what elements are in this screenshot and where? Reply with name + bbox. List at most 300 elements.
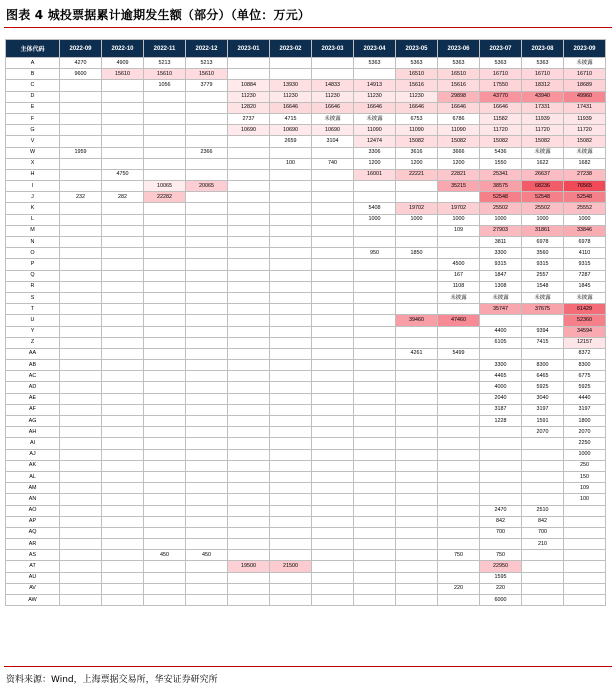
amount-cell: 10884 — [228, 80, 270, 91]
amount-cell — [564, 583, 606, 594]
amount-cell: 4715 — [270, 113, 312, 124]
amount-cell — [144, 91, 186, 102]
amount-cell — [228, 192, 270, 203]
amount-cell: 2070 — [564, 427, 606, 438]
table-row — [6, 192, 606, 203]
table-row — [6, 237, 606, 248]
amount-cell — [480, 539, 522, 550]
amount-cell — [312, 595, 354, 606]
amount-cell: 4465 — [480, 371, 522, 382]
amount-cell — [270, 181, 312, 192]
amount-cell — [312, 393, 354, 404]
amount-cell: 1847 — [480, 270, 522, 281]
amount-cell: 68236 — [522, 181, 564, 192]
amount-cell — [312, 259, 354, 270]
amount-cell — [60, 561, 102, 572]
amount-cell: 1056 — [144, 80, 186, 91]
amount-cell: 220 — [480, 583, 522, 594]
entity-code-cell: M — [6, 225, 60, 236]
table-row — [6, 80, 606, 91]
amount-cell — [228, 270, 270, 281]
amount-cell — [354, 259, 396, 270]
amount-cell: 3666 — [438, 147, 480, 158]
amount-cell — [144, 583, 186, 594]
entity-code-cell: AP — [6, 516, 60, 527]
amount-cell — [228, 404, 270, 415]
table-row — [6, 113, 606, 124]
amount-cell — [186, 169, 228, 180]
amount-cell — [60, 181, 102, 192]
amount-cell: 9315 — [480, 259, 522, 270]
amount-cell — [270, 292, 312, 303]
table-row — [6, 58, 606, 69]
amount-cell: 17550 — [480, 80, 522, 91]
amount-cell: 22821 — [438, 169, 480, 180]
amount-cell — [480, 494, 522, 505]
amount-cell — [438, 237, 480, 248]
amount-cell — [312, 438, 354, 449]
amount-cell: 14833 — [312, 80, 354, 91]
amount-cell — [270, 281, 312, 292]
amount-cell — [102, 550, 144, 561]
amount-cell: 52548 — [480, 192, 522, 203]
amount-cell — [228, 214, 270, 225]
amount-cell — [144, 527, 186, 538]
amount-cell — [354, 315, 396, 326]
amount-cell — [270, 550, 312, 561]
amount-cell — [144, 449, 186, 460]
amount-cell — [522, 471, 564, 482]
amount-cell — [354, 427, 396, 438]
column-header-month: 2023-09 — [564, 40, 606, 58]
amount-cell — [60, 539, 102, 550]
amount-cell — [354, 337, 396, 348]
entity-code-cell: H — [6, 169, 60, 180]
amount-cell — [144, 281, 186, 292]
amount-cell: 19500 — [228, 561, 270, 572]
amount-cell: 3187 — [480, 404, 522, 415]
amount-cell: 11090 — [438, 125, 480, 136]
amount-cell — [270, 304, 312, 315]
column-header-month: 2023-08 — [522, 40, 564, 58]
amount-cell — [354, 382, 396, 393]
amount-cell: 8300 — [522, 360, 564, 371]
amount-cell — [312, 192, 354, 203]
amount-cell — [60, 237, 102, 248]
amount-cell — [186, 505, 228, 516]
amount-cell: 15616 — [438, 80, 480, 91]
amount-cell — [60, 438, 102, 449]
amount-cell — [354, 326, 396, 337]
amount-cell — [60, 460, 102, 471]
amount-cell — [522, 438, 564, 449]
amount-cell — [438, 304, 480, 315]
entity-code-cell: AB — [6, 360, 60, 371]
amount-cell: 1228 — [480, 416, 522, 427]
amount-cell: 6978 — [522, 237, 564, 248]
amount-cell — [144, 125, 186, 136]
amount-cell — [228, 416, 270, 427]
amount-cell — [312, 583, 354, 594]
amount-cell — [438, 404, 480, 415]
amount-cell — [60, 281, 102, 292]
amount-cell — [396, 550, 438, 561]
amount-cell: 100 — [564, 494, 606, 505]
amount-cell — [270, 572, 312, 583]
table-body — [6, 58, 606, 606]
table-row — [6, 203, 606, 214]
amount-cell — [186, 113, 228, 124]
table-row — [6, 527, 606, 538]
amount-cell — [270, 203, 312, 214]
amount-cell — [354, 371, 396, 382]
amount-cell: 11090 — [354, 125, 396, 136]
entity-code-cell: I — [6, 181, 60, 192]
amount-cell: 2250 — [564, 438, 606, 449]
amount-cell — [270, 214, 312, 225]
amount-cell — [396, 505, 438, 516]
entity-code-cell: A — [6, 58, 60, 69]
amount-cell — [270, 147, 312, 158]
amount-cell — [144, 516, 186, 527]
entity-code-cell: AI — [6, 438, 60, 449]
amount-cell — [228, 371, 270, 382]
amount-cell — [60, 203, 102, 214]
amount-cell — [186, 438, 228, 449]
amount-cell — [102, 304, 144, 315]
amount-cell: 2470 — [480, 505, 522, 516]
amount-cell — [228, 360, 270, 371]
amount-cell: 4110 — [564, 248, 606, 259]
amount-cell — [438, 471, 480, 482]
table-row — [6, 404, 606, 415]
amount-cell — [312, 326, 354, 337]
amount-cell — [60, 225, 102, 236]
amount-cell — [312, 539, 354, 550]
amount-cell — [438, 527, 480, 538]
amount-cell: 11720 — [522, 125, 564, 136]
amount-cell — [228, 393, 270, 404]
amount-cell: 37675 — [522, 304, 564, 315]
amount-cell — [312, 550, 354, 561]
amount-cell — [396, 516, 438, 527]
amount-cell — [270, 270, 312, 281]
amount-cell — [60, 550, 102, 561]
entity-code-cell: W — [6, 147, 60, 158]
amount-cell — [144, 136, 186, 147]
amount-cell: 27903 — [480, 225, 522, 236]
amount-cell — [102, 281, 144, 292]
amount-cell — [438, 595, 480, 606]
amount-cell — [228, 572, 270, 583]
column-header-month: 2023-05 — [396, 40, 438, 58]
amount-cell — [354, 270, 396, 281]
amount-cell: 11230 — [228, 91, 270, 102]
amount-cell — [102, 371, 144, 382]
amount-cell — [270, 371, 312, 382]
amount-cell: 1595 — [480, 572, 522, 583]
amount-cell — [270, 248, 312, 259]
amount-cell — [102, 203, 144, 214]
amount-cell — [60, 371, 102, 382]
amount-cell — [438, 393, 480, 404]
amount-cell — [312, 348, 354, 359]
amount-cell — [270, 527, 312, 538]
amount-cell — [396, 225, 438, 236]
amount-cell: 2070 — [522, 427, 564, 438]
amount-cell: 21500 — [270, 561, 312, 572]
amount-cell — [186, 158, 228, 169]
amount-cell — [312, 292, 354, 303]
amount-cell: 未披露 — [354, 113, 396, 124]
amount-cell — [186, 371, 228, 382]
amount-cell: 52360 — [564, 315, 606, 326]
table-row — [6, 550, 606, 561]
amount-cell — [186, 360, 228, 371]
amount-cell: 11720 — [564, 125, 606, 136]
amount-cell — [396, 304, 438, 315]
amount-cell — [270, 259, 312, 270]
amount-cell: 8300 — [564, 360, 606, 371]
amount-cell: 4500 — [438, 259, 480, 270]
amount-cell: 17331 — [522, 102, 564, 113]
amount-cell: 15610 — [144, 69, 186, 80]
amount-cell — [186, 516, 228, 527]
amount-cell: 11230 — [396, 91, 438, 102]
entity-code-cell: L — [6, 214, 60, 225]
entity-code-cell: AC — [6, 371, 60, 382]
amount-cell: 6753 — [396, 113, 438, 124]
amount-cell: 4440 — [564, 393, 606, 404]
amount-cell: 3197 — [564, 404, 606, 415]
amount-cell: 11939 — [564, 113, 606, 124]
amount-cell — [60, 304, 102, 315]
amount-cell — [144, 561, 186, 572]
amount-cell — [522, 595, 564, 606]
entity-code-cell: AH — [6, 427, 60, 438]
amount-cell: 19702 — [396, 203, 438, 214]
amount-cell — [186, 326, 228, 337]
amount-cell — [102, 404, 144, 415]
entity-code-cell: C — [6, 80, 60, 91]
amount-cell — [396, 192, 438, 203]
entity-code-cell: AO — [6, 505, 60, 516]
amount-cell — [186, 203, 228, 214]
table-row — [6, 337, 606, 348]
amount-cell: 109 — [564, 483, 606, 494]
amount-cell — [186, 91, 228, 102]
title-rule — [4, 27, 612, 28]
amount-cell — [564, 516, 606, 527]
amount-cell — [144, 393, 186, 404]
entity-code-cell: R — [6, 281, 60, 292]
amount-cell — [60, 527, 102, 538]
amount-cell — [102, 315, 144, 326]
entity-code-cell: AD — [6, 382, 60, 393]
amount-cell — [564, 561, 606, 572]
entity-code-cell: V — [6, 136, 60, 147]
amount-cell: 22282 — [144, 192, 186, 203]
amount-cell — [270, 225, 312, 236]
amount-cell — [186, 315, 228, 326]
amount-cell — [396, 483, 438, 494]
amount-cell — [102, 326, 144, 337]
amount-cell: 3811 — [480, 237, 522, 248]
amount-cell — [186, 494, 228, 505]
amount-cell — [186, 281, 228, 292]
amount-cell: 16646 — [396, 102, 438, 113]
amount-cell: 未披露 — [564, 147, 606, 158]
table-row — [6, 460, 606, 471]
amount-cell — [102, 416, 144, 427]
amount-cell: 8372 — [564, 348, 606, 359]
table-row — [6, 382, 606, 393]
amount-cell — [354, 505, 396, 516]
amount-cell — [270, 494, 312, 505]
amount-cell: 16510 — [438, 69, 480, 80]
amount-cell: 450 — [144, 550, 186, 561]
amount-cell — [228, 158, 270, 169]
amount-cell — [396, 561, 438, 572]
amount-cell — [522, 483, 564, 494]
amount-cell — [270, 326, 312, 337]
amount-cell: 52548 — [522, 192, 564, 203]
amount-cell — [522, 315, 564, 326]
source-rule — [4, 666, 612, 667]
entity-code-cell: D — [6, 91, 60, 102]
amount-cell — [228, 225, 270, 236]
amount-cell: 12157 — [564, 337, 606, 348]
amount-cell — [312, 304, 354, 315]
amount-cell — [354, 237, 396, 248]
amount-cell — [396, 416, 438, 427]
amount-cell — [270, 337, 312, 348]
amount-cell: 282 — [102, 192, 144, 203]
amount-cell — [396, 292, 438, 303]
amount-cell: 9394 — [522, 326, 564, 337]
entity-code-cell: X — [6, 158, 60, 169]
amount-cell — [144, 326, 186, 337]
amount-cell — [144, 259, 186, 270]
table-row — [6, 561, 606, 572]
amount-cell: 700 — [522, 527, 564, 538]
table-row — [6, 438, 606, 449]
amount-cell: 10690 — [228, 125, 270, 136]
amount-cell: 43770 — [480, 91, 522, 102]
amount-cell: 12474 — [354, 136, 396, 147]
amount-cell: 2040 — [480, 393, 522, 404]
amount-cell: 52548 — [564, 192, 606, 203]
amount-cell: 1000 — [564, 449, 606, 460]
amount-cell — [186, 237, 228, 248]
amount-cell — [354, 181, 396, 192]
amount-cell — [60, 516, 102, 527]
amount-cell: 3040 — [522, 393, 564, 404]
amount-cell: 5213 — [186, 58, 228, 69]
amount-cell — [60, 494, 102, 505]
amount-cell — [354, 460, 396, 471]
amount-cell: 4400 — [480, 326, 522, 337]
amount-cell — [396, 539, 438, 550]
amount-cell — [144, 304, 186, 315]
table-row — [6, 483, 606, 494]
amount-cell — [396, 527, 438, 538]
entity-code-cell: AM — [6, 483, 60, 494]
amount-cell — [102, 427, 144, 438]
amount-cell: 1550 — [480, 158, 522, 169]
amount-cell — [144, 360, 186, 371]
amount-cell: 5363 — [522, 58, 564, 69]
amount-cell — [396, 595, 438, 606]
amount-cell — [564, 595, 606, 606]
amount-cell: 1000 — [438, 214, 480, 225]
amount-cell: 35215 — [438, 181, 480, 192]
amount-cell — [102, 360, 144, 371]
amount-cell — [186, 259, 228, 270]
table-row — [6, 494, 606, 505]
amount-cell: 10690 — [270, 125, 312, 136]
amount-cell — [228, 58, 270, 69]
amount-cell: 5408 — [354, 203, 396, 214]
amount-cell: 15082 — [564, 136, 606, 147]
column-header-month: 2023-02 — [270, 40, 312, 58]
amount-cell: 22221 — [396, 169, 438, 180]
entity-code-cell: B — [6, 69, 60, 80]
amount-cell: 220 — [438, 583, 480, 594]
amount-cell — [396, 393, 438, 404]
amount-cell — [438, 561, 480, 572]
amount-cell — [522, 561, 564, 572]
amount-cell — [144, 460, 186, 471]
amount-cell: 49960 — [564, 91, 606, 102]
amount-cell — [270, 460, 312, 471]
amount-cell — [228, 539, 270, 550]
amount-cell — [270, 360, 312, 371]
amount-cell: 未披露 — [564, 292, 606, 303]
amount-cell — [354, 69, 396, 80]
amount-cell — [438, 460, 480, 471]
amount-cell: 16510 — [396, 69, 438, 80]
entity-code-cell: G — [6, 125, 60, 136]
amount-cell: 1959 — [60, 147, 102, 158]
amount-cell — [186, 337, 228, 348]
table-row — [6, 416, 606, 427]
amount-cell — [522, 583, 564, 594]
amount-cell — [270, 505, 312, 516]
amount-cell — [186, 460, 228, 471]
amount-cell — [312, 471, 354, 482]
amount-cell: 4750 — [102, 169, 144, 180]
amount-cell: 16646 — [270, 102, 312, 113]
amount-cell — [270, 483, 312, 494]
amount-cell — [186, 225, 228, 236]
amount-cell — [228, 337, 270, 348]
amount-cell — [60, 483, 102, 494]
amount-cell: 7415 — [522, 337, 564, 348]
amount-cell: 5363 — [480, 58, 522, 69]
amount-cell — [186, 583, 228, 594]
entity-code-cell: AF — [6, 404, 60, 415]
table-row — [6, 248, 606, 259]
entity-code-cell: AQ — [6, 527, 60, 538]
amount-cell — [228, 292, 270, 303]
amount-cell: 11939 — [522, 113, 564, 124]
amount-cell — [480, 348, 522, 359]
amount-cell — [102, 572, 144, 583]
amount-cell — [396, 438, 438, 449]
amount-cell — [396, 326, 438, 337]
entity-code-cell: AR — [6, 539, 60, 550]
